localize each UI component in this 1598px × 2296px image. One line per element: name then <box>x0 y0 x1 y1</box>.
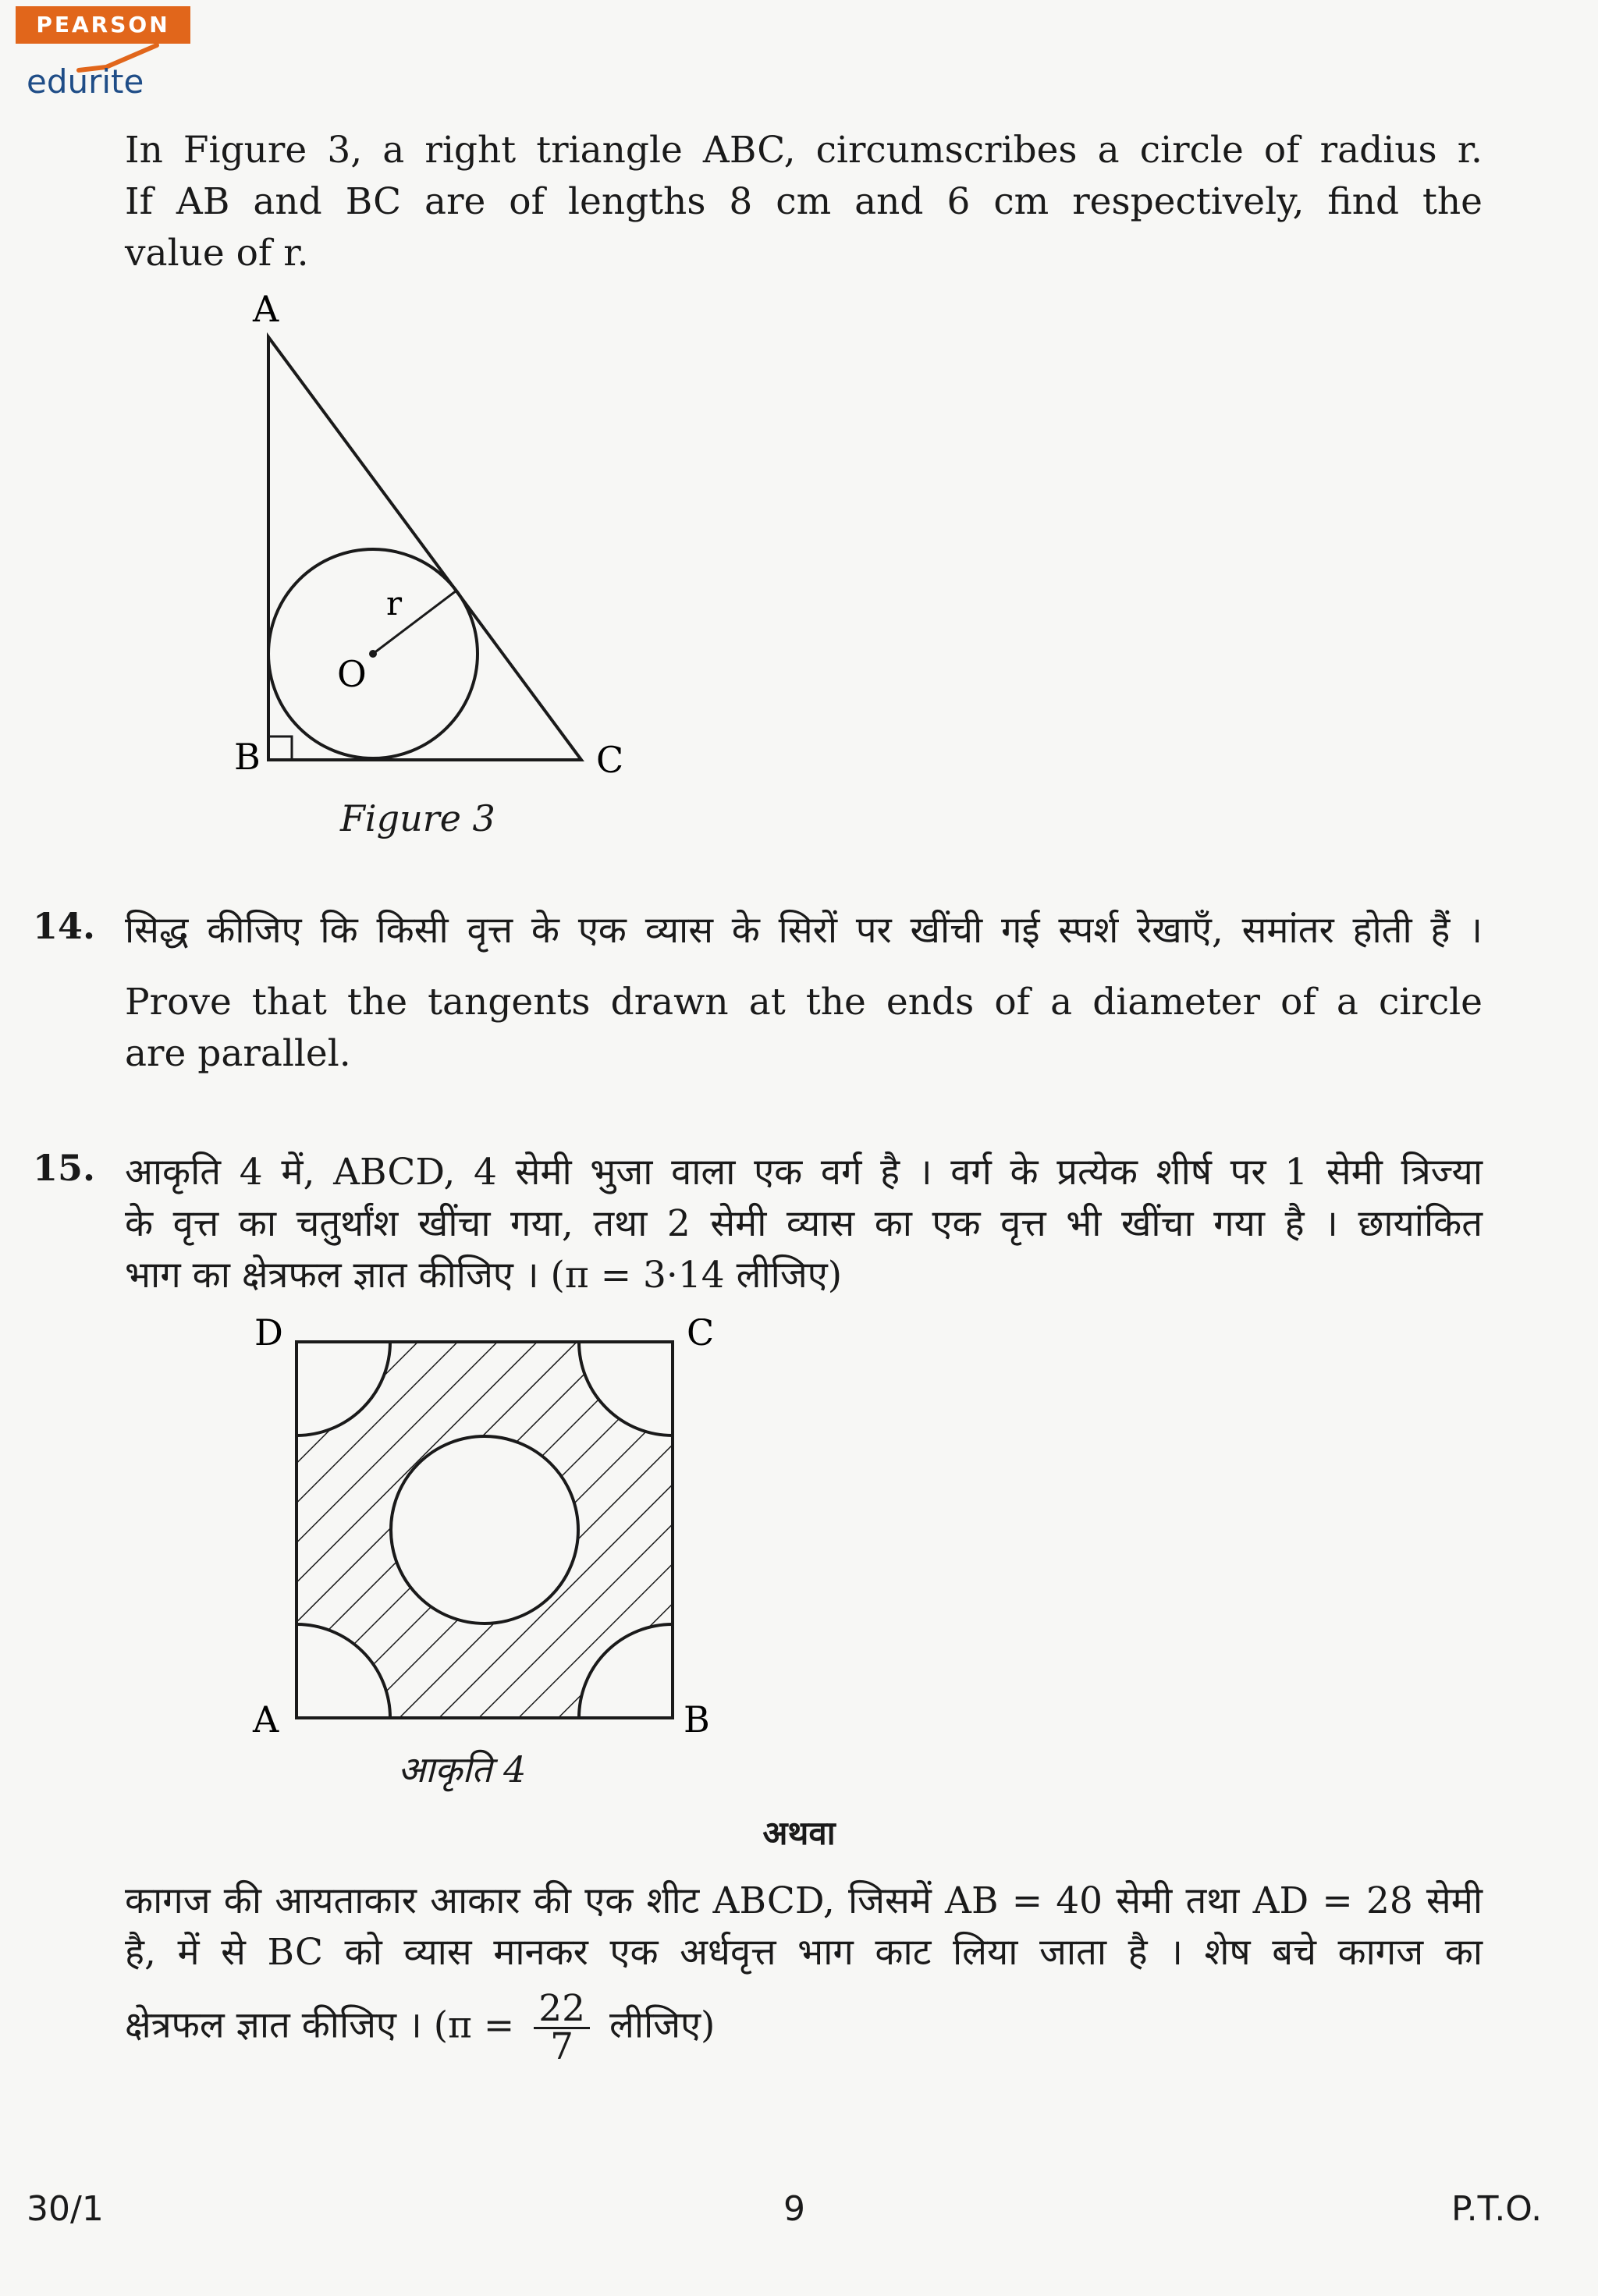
pearson-logo <box>16 6 190 44</box>
figure-3-caption: Figure 3 <box>340 797 495 839</box>
q15-line-3: भाग का क्षेत्रफल ज्ञात कीजिए । (π = 3·14 लीजिए) <box>125 1254 843 1297</box>
fraction-denominator: 7 <box>550 2025 574 2068</box>
fraction-numerator: 22 <box>534 1991 590 2029</box>
figure-4-diagram <box>242 1318 741 1748</box>
q14-body <box>125 905 1483 1080</box>
q15-line-1: आकृति 4 में, ABCD, 4 सेमी भुजा वाला एक वर्ग है । वर्ग के प्रत्येक शीर्ष पर 1 सेमी त्रिज्या <box>125 1151 1483 1194</box>
q15-alt-line-2: है, में से BC को व्यास मानकर एक अर्धवृत्त भाग काट लिया जाता है । शेष बचे कागज का <box>125 1931 1483 1974</box>
label-o: O <box>337 653 367 695</box>
q14-english-line-1: Prove that the tangents drawn at the ends of a diameter of a circle <box>125 981 1483 1024</box>
triangle-abc <box>268 337 581 760</box>
or-label: अथवा <box>762 1814 836 1852</box>
q15-number: 15. <box>33 1147 96 1189</box>
q14-english-line-2: are parallel. <box>125 1032 351 1075</box>
brand-text: PEARSON <box>36 12 170 37</box>
q15-line-2: के वृत्त का चतुर्थांश खींचा गया, तथा 2 सेमी व्यास का एक वृत्त भी खींचा गया है । छायांकित <box>125 1202 1483 1245</box>
q13-line-2: If AB and BC are of lengths 8 cm and 6 cm respectively, find the <box>125 180 1483 223</box>
q15-body <box>125 1147 1483 1301</box>
q15-alt-line-3-suffix: लीजिए) <box>609 2003 716 2047</box>
label-b: B <box>684 1698 710 1741</box>
label-a: A <box>253 289 279 330</box>
label-b: B <box>234 736 261 778</box>
center-point <box>369 650 377 658</box>
label-a: A <box>253 1698 279 1741</box>
paper-code: 30/1 <box>27 2189 104 2229</box>
q15-alt-line-3 <box>125 1987 1483 2068</box>
label-r: r <box>386 584 403 623</box>
figure-3-diagram <box>218 289 655 850</box>
q13-line-3: value of r. <box>125 232 309 275</box>
edurite-logo-text: edurite <box>27 62 144 101</box>
shaded-region <box>297 1342 673 1718</box>
figure-4-caption: आकृति 4 <box>398 1748 527 1790</box>
label-d: D <box>254 1318 283 1354</box>
page-number: 9 <box>783 2189 805 2229</box>
q15-alt-line-3-prefix: क्षेत्रफल ज्ञात कीजिए । (π = <box>125 2003 515 2047</box>
q14-number: 14. <box>33 905 96 947</box>
pi-fraction <box>534 1987 590 2068</box>
q14-hindi: सिद्ध कीजिए कि किसी वृत्त के एक व्यास के सिरों पर खींची गई स्पर्श रेखाएँ, समांतर होती हैं । <box>125 909 1483 952</box>
label-c: C <box>596 739 624 781</box>
label-c: C <box>687 1318 715 1354</box>
pto-label: P.T.O. <box>1451 2189 1543 2229</box>
q13-text <box>125 125 1483 279</box>
q13-line-1: In Figure 3, a right triangle ABC, circumscribes a circle of radius r. <box>125 129 1483 172</box>
right-angle-mark <box>268 736 292 760</box>
q15-alt-body <box>125 1875 1483 2068</box>
q15-alt-line-1: कागज की आयताकार आकार की एक शीट ABCD, जिसमें AB = 40 सेमी तथा AD = 28 सेमी <box>125 1879 1483 1922</box>
